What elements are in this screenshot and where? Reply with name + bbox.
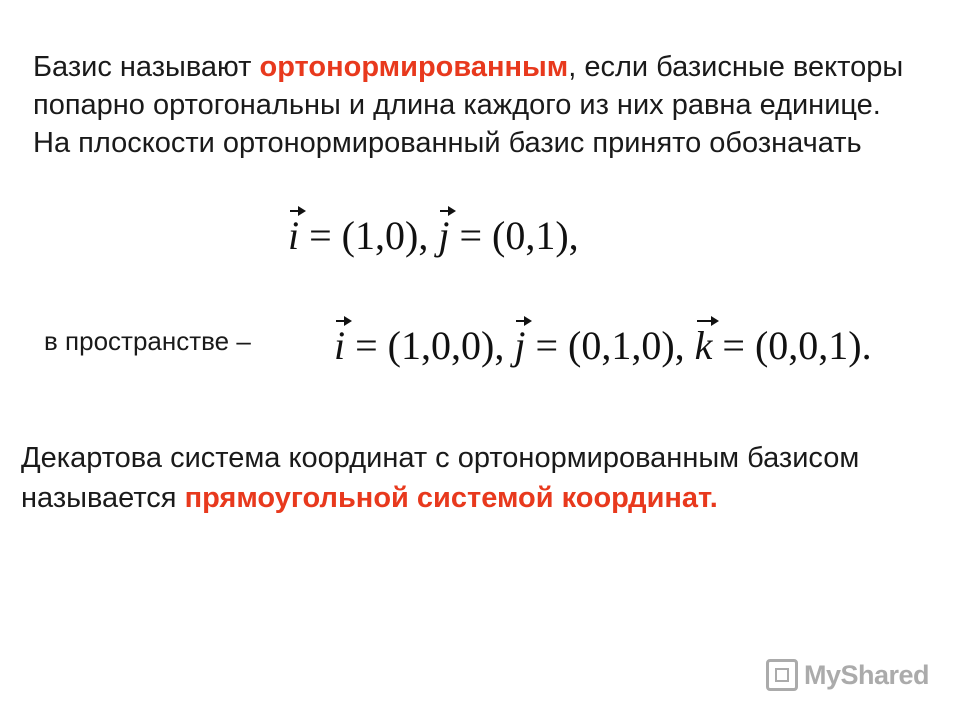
myshared-logo-icon: [766, 659, 798, 691]
space-vector-k: k: [694, 323, 713, 368]
logo-text: MyShared: [804, 659, 930, 690]
orthonormal-term: ортонормированным: [259, 51, 569, 83]
definition-paragraph: [33, 48, 913, 162]
plane-basis-formula: [288, 212, 579, 259]
space-vector-k-value: = (0,0,1).: [712, 323, 872, 368]
vector-i: i: [288, 213, 300, 258]
cartesian-text: Декартова система координат с ортонормированным базисом называется: [21, 442, 860, 514]
rectangular-system-term: прямоугольной системой координат.: [184, 482, 718, 514]
myshared-logo: [766, 656, 929, 694]
space-vector-j-value: = (0,1,0),: [525, 323, 695, 368]
definition-text-start: Базис называют: [33, 51, 260, 83]
space-vector-i-value: = (1,0,0),: [345, 323, 515, 368]
space-basis-formula: [334, 322, 872, 369]
cartesian-paragraph: [21, 438, 946, 518]
vector-i-value: = (1,0),: [299, 213, 439, 258]
space-label: в пространстве –: [44, 326, 251, 356]
definition-text-end: , если базисные векторы попарно ортогональны и длина каждого из них равна единице. На плоскости ортонормированный базис принято обозначать: [33, 51, 904, 159]
vector-j-value: = (0,1),: [449, 213, 579, 258]
vector-j: j: [438, 213, 450, 258]
space-vector-i: i: [334, 323, 346, 368]
space-vector-j: j: [514, 323, 526, 368]
